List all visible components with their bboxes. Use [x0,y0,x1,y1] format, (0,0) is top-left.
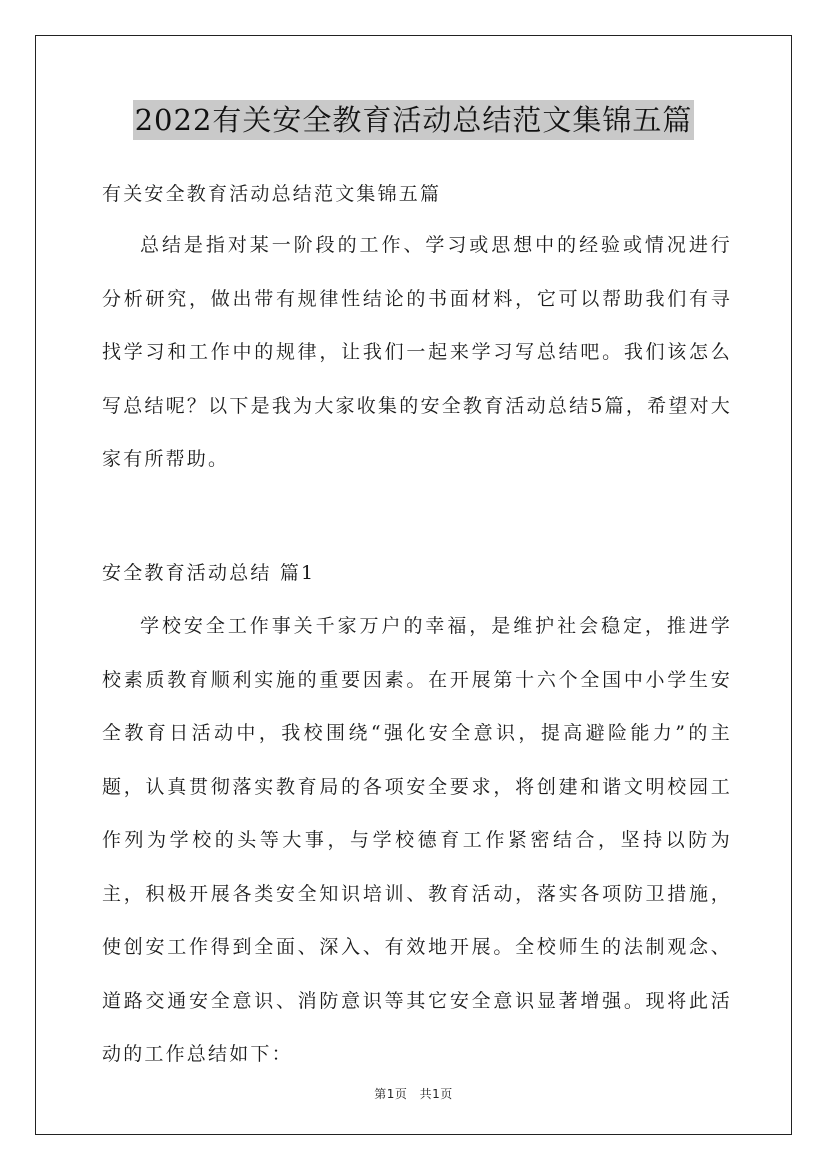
intro-section [102,219,732,487]
section-paragraph: 学校安全工作事关千家万户的幸福，是维护社会稳定，推进学校素质教育顺利实施的重要因素。在开展第十六个全国中小学生安全教育日活动中，我校围绕“强化安全意识，提高避险能力”的主题，认真贯彻落实教育局的各项安全要求，将创建和谐文明校园工作列为学校的头等大事，与学校德育工作紧密结合，坚持以防为主，积极开展各类安全知识培训、教育活动，落实各项防卫措施，使创安工作得到全面、深入、有效地开展。全校师生的法制观念、道路交通安全意识、消防意识等其它安全意识显著增强。现将此活动的工作总结如下： [102,615,732,1065]
document-title: 2022有关安全教育活动总结范文集锦五篇 [133,100,695,140]
intro-paragraph: 总结是指对某一阶段的工作、学习或思想中的经验或情况进行分析研究，做出带有规律性结论的书面材料，它可以帮助我们有寻找学习和工作中的规律，让我们一起来学习写总结吧。我们该怎么写总结呢？以下是我为大家收集的安全教育活动总结5篇，希望对大家有所帮助。 [102,234,732,470]
section-heading: 安全教育活动总结 篇1 [102,562,316,584]
page-total: 共1页 [419,1087,453,1101]
section-body [102,600,732,1082]
title-wrap [0,100,827,140]
page-footer [0,1085,827,1102]
document-subtitle: 有关安全教育活动总结范文集锦五篇 [102,183,442,205]
page-number: 第1页 [374,1087,408,1101]
